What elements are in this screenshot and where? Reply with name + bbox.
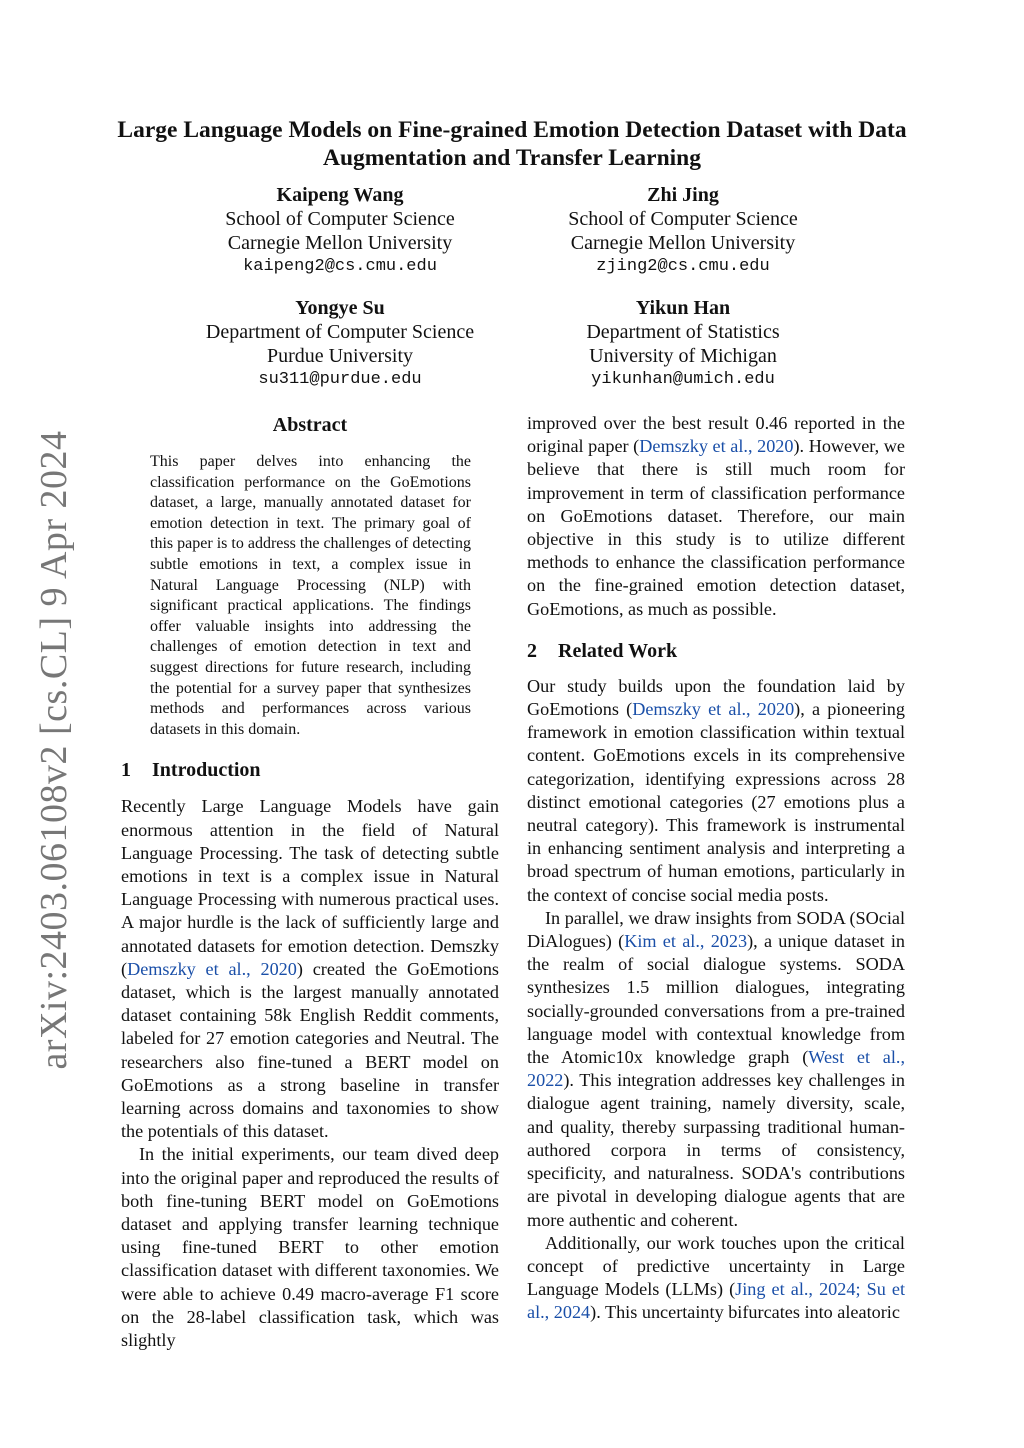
arxiv-sidebar-stamp — [33, 430, 75, 1070]
author-block — [175, 183, 505, 279]
author-email: su311@purdue.edu — [258, 370, 422, 389]
citation-link[interactable]: Demszky et al., 2020 — [639, 436, 794, 457]
author-email: yikunhan@umich.edu — [591, 370, 775, 389]
author-affiliation: School of Computer Science — [568, 208, 798, 230]
citation-link[interactable]: Jing et al., 2024; Su et al., 2024 — [527, 1279, 905, 1323]
author-name: Kaipeng Wang — [276, 184, 404, 206]
section-title: Introduction — [152, 759, 261, 782]
author-name: Yongye Su — [295, 297, 385, 319]
author-block — [175, 296, 505, 392]
author-block — [518, 296, 848, 392]
arxiv-identifier: arXiv:2403.06108v2 [cs.CL] 9 Apr 2024 — [33, 430, 75, 1070]
citation-link[interactable]: Demszky et al., 2020 — [632, 699, 795, 720]
citation-link[interactable]: West et al., 2022 — [527, 1047, 905, 1091]
author-institution: Carnegie Mellon University — [570, 232, 796, 254]
related-paragraph-3: Additionally, our work touches upon the critical concept of predictive uncertainty in Large Language Models (LLMs) (Jing et al., 2024; Su et al., 2024). This uncertainty bifurcates into aleatoric — [527, 1232, 905, 1323]
abstract-text: This paper delves into enhancing the classification performance on the GoEmotions dataset, a large, manually annotated dataset for emotion detection in text. The primary goal of this paper is to address the challenges of detecting subtle emotions in text, a complex issue in Natural Language Processing (NLP) with significant practical applications. The findings offer valuable insights into addressing the challenges of emotion detection in text and suggest directions for future research, including the potential for a survey paper that synthesizes methods and performances across various datasets in this domain. — [150, 453, 471, 738]
intro-paragraph-2: In the initial experiments, our team dived deep into the original paper and reproduced the results of both fine-tuning BERT model on GoEmotions dataset and applying transfer learning technique using fine-tuned BERT to other emotion classification dataset with different taxonomies. We were able to achieve 0.49 macro-average F1 score on the 28-label classification task, which was slightly — [121, 1144, 499, 1350]
section-heading-introduction — [121, 757, 499, 783]
section-heading-related-work — [527, 638, 905, 664]
section-number: 2 — [527, 639, 537, 662]
author-institution: Carnegie Mellon University — [227, 232, 453, 254]
author-affiliation: School of Computer Science — [225, 208, 455, 230]
citation-link[interactable]: Demszky et al., 2020 — [127, 958, 297, 979]
paper-title: Large Language Models on Fine-grained Emotion Detection Dataset with Data Augmentation and Transfer Learning — [117, 117, 907, 171]
section-title: Related Work — [558, 639, 678, 662]
right-column — [527, 412, 905, 1325]
author-affiliation: Department of Statistics — [586, 321, 780, 343]
author-block — [518, 183, 848, 279]
author-institution: Purdue University — [266, 345, 414, 367]
related-paragraph-2: In parallel, we draw insights from SODA (SOcial DiAlogues) (Kim et al., 2023), a unique dataset in the realm of social dialogue systems. SODA synthesizes 1.5 million dialogues, integrating socially-grounded conversations from a pre-trained language model with contextual knowledge from the Atomic10x knowledge graph (West et al., 2022). This integration addresses key challenges in dialogue agent training, namely diversity, scale, and quality, thereby surpassing traditional human-authored corpora in terms of consistency, specificity, and naturalness. SODA's contributions are pivotal in developing dialogue agents that are more authentic and coherent. — [527, 907, 905, 1230]
author-affiliation: Department of Computer Science — [205, 321, 475, 343]
author-institution: University of Michigan — [589, 345, 777, 367]
related-paragraph-1: Our study builds upon the foundation laid by GoEmotions (Demszky et al., 2020), a pioneering framework in emotion classification within textual content. GoEmotions excels in its comprehensive categorization, identifying expressions across 28 distinct emotional categories (27 emotions plus a neutral category). This framework is instrumental in enhancing sentiment analysis and interpreting a broad spectrum of human emotions, particularly in the context of concise social media posts. — [527, 675, 905, 905]
section-number: 1 — [121, 759, 131, 782]
abstract-heading: Abstract — [272, 414, 348, 436]
author-name: Yikun Han — [635, 297, 731, 319]
author-email: kaipeng2@cs.cmu.edu — [243, 257, 437, 276]
intro-paragraph-continued: improved over the best result 0.46 reported in the original paper (Demszky et al., 2020). However, we believe that there is still much room for improvement in term of classification performance on GoEmotions dataset. Therefore, our main objective in this study is to utilize different methods to enhance the classification performance on the fine-grained emotion detection dataset, GoEmotions, as much as possible. — [527, 413, 905, 619]
left-column — [121, 412, 499, 1352]
author-email: zjing2@cs.cmu.edu — [596, 257, 770, 276]
author-name: Zhi Jing — [647, 184, 719, 206]
citation-link[interactable]: Kim et al., 2023 — [624, 931, 748, 952]
intro-paragraph-1: Recently Large Language Models have gain enormous attention in the field of Natural Language Processing. The task of detecting subtle emotions in text is a complex issue in Natural Language Processing with numerous practical uses. A major hurdle is the lack of sufficiently large and annotated datasets for emotion detection. Demszky (Demszky et al., 2020) created the GoEmotions dataset, which is the largest manually annotated dataset containing 58k English Reddit comments, labeled for 27 emotion categories and Neutral. The researchers also fine-tuned a BERT model on GoEmotions as a strong baseline in transfer learning across domains and taxonomies to show the potentials of this dataset. — [121, 796, 499, 1142]
